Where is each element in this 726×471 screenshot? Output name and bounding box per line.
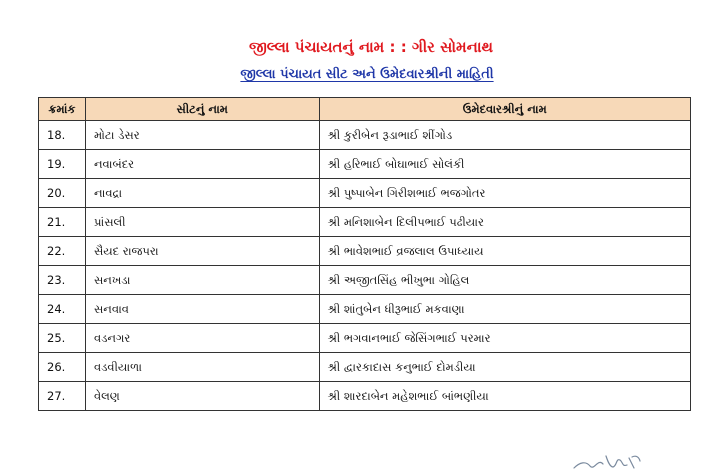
table-row — [39, 382, 691, 411]
serial-no: 19. — [39, 150, 86, 179]
table-header-row — [39, 98, 691, 121]
candidate-name: શ્રી શાંતુબેન ધીરૂભાઈ મકવાણા — [319, 295, 691, 324]
table-row — [39, 266, 691, 295]
seat-name: સનવાવ — [85, 295, 319, 324]
header-candidate-name: ઉમેદવારશ્રીનું નામ — [319, 98, 691, 121]
serial-no: 22. — [39, 237, 86, 266]
candidate-name: શ્રી મનિશાબેન દિલીપભાઈ પઢીયાર — [319, 208, 691, 237]
seat-candidate-table — [38, 97, 691, 411]
candidate-name: શ્રી કુરીબેન રૂડાભાઈ શીંગોડ — [319, 121, 691, 150]
candidate-name: શ્રી અજીતસિંહ ભીખુભા ગોહિલ — [319, 266, 691, 295]
table-row — [39, 324, 691, 353]
candidate-name: શ્રી પુષ્પાબેન ગિરીશભાઈ ભજગોતર — [319, 179, 691, 208]
candidate-name: શ્રી ભગવાનભાઈ જેસિંગભાઈ પરમાર — [319, 324, 691, 353]
table-row — [39, 150, 691, 179]
seat-name: સનખડા — [85, 266, 319, 295]
seat-name: પ્રાંસલી — [85, 208, 319, 237]
seat-name: નવાબંદર — [85, 150, 319, 179]
subtitle-text: જીલ્લા પંચાયત સીટ અને ઉમેદવારશ્રીની માહિતી — [240, 67, 494, 82]
seat-name: વડનગર — [85, 324, 319, 353]
table-row — [39, 353, 691, 382]
seat-name: વેલણ — [85, 382, 319, 411]
serial-no: 24. — [39, 295, 86, 324]
candidate-name: શ્રી શારદાબેન મહેશભાઈ બાંભણીયા — [319, 382, 691, 411]
serial-no: 21. — [39, 208, 86, 237]
candidate-name: શ્રી દ્વારકાદાસ કનુભાઈ દોમડીયા — [319, 353, 691, 382]
serial-no: 23. — [39, 266, 86, 295]
serial-no: 25. — [39, 324, 86, 353]
header-serial-no: ક્રમાંક — [39, 98, 86, 121]
candidate-name: શ્રી ભાવેશભાઈ વ્રજલાલ ઉપાધ્યાય — [319, 237, 691, 266]
serial-no: 26. — [39, 353, 86, 382]
table-row — [39, 121, 691, 150]
seat-name: નાવદ્રા — [85, 179, 319, 208]
table-row — [39, 179, 691, 208]
serial-no: 27. — [39, 382, 86, 411]
table-row — [39, 208, 691, 237]
serial-no: 18. — [39, 121, 86, 150]
candidate-name: શ્રી હરિભાઈ બોઘાભાઈ સોલંકી — [319, 150, 691, 179]
page-subtitle — [0, 65, 726, 85]
serial-no: 20. — [39, 179, 86, 208]
seat-name: વડવીયાળા — [85, 353, 319, 382]
page-title: જીલ્લા પંચાયતનું નામ : : ગીર સોમનાથ — [248, 38, 494, 56]
signature-mark — [572, 452, 642, 471]
seat-name: સૈયદ રાજપરા — [85, 237, 319, 266]
header-seat-name: સીટનું નામ — [85, 98, 319, 121]
table-row — [39, 295, 691, 324]
seat-name: મોટા ડેસર — [85, 121, 319, 150]
table-row — [39, 237, 691, 266]
